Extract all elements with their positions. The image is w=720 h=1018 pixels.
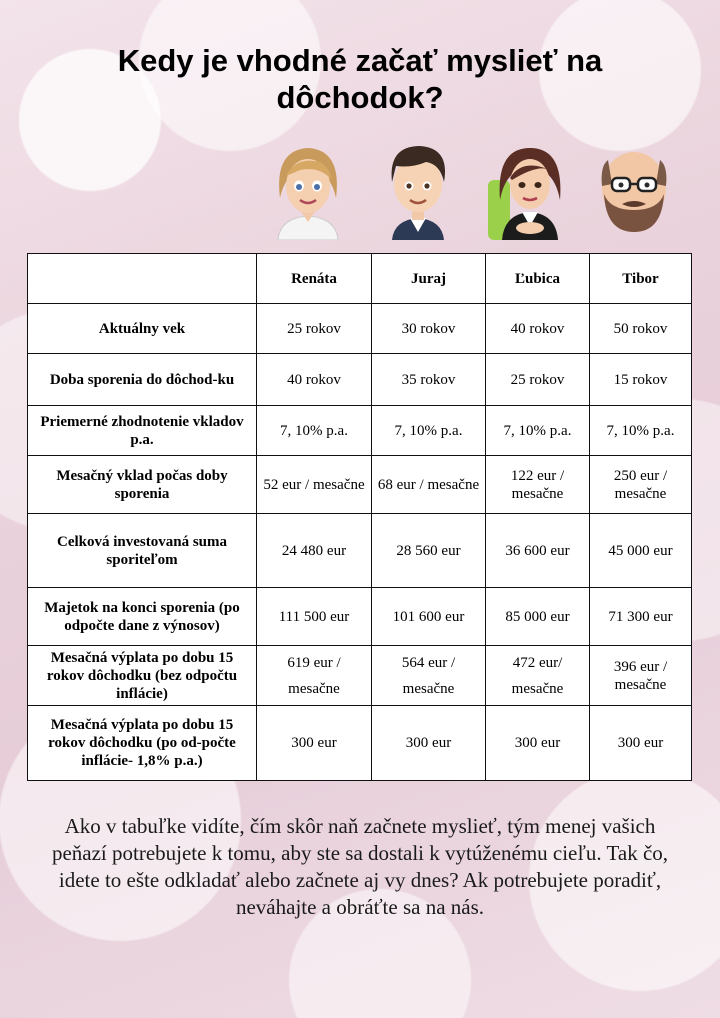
table-cell: 45 000 eur [590, 514, 692, 588]
businesswoman-avatar-icon [482, 140, 578, 240]
table-cell: 396 eur / mesačne [590, 646, 692, 706]
table-cell: 250 eur / mesačne [590, 456, 692, 514]
table-corner-cell [28, 254, 257, 304]
table-cell: 24 480 eur [257, 514, 372, 588]
table-cell: 52 eur / mesačne [257, 456, 372, 514]
table-cell: 85 000 eur [486, 588, 590, 646]
table-cell: 36 600 eur [486, 514, 590, 588]
page-title: Kedy je vhodné začať myslieť na dôchodok? [117, 43, 603, 115]
table-row [28, 706, 692, 781]
table-cell: 7, 10% p.a. [372, 406, 486, 456]
table-cell: 25 rokov [257, 304, 372, 354]
table-cell: 40 rokov [257, 354, 372, 406]
table-row [28, 646, 692, 706]
table-cell: 111 500 eur [257, 588, 372, 646]
table-cell: 300 eur [372, 706, 486, 781]
pension-comparison-table [27, 253, 692, 781]
table-cell: 25 rokov [486, 354, 590, 406]
row-header: Celková investovaná suma sporiteľom [28, 514, 257, 588]
bald-bearded-man-avatar-icon [586, 140, 682, 240]
avatar-row [0, 140, 720, 240]
table-cell: 35 rokov [372, 354, 486, 406]
table-header-row [28, 254, 692, 304]
column-header: Renáta [257, 254, 372, 304]
row-header: Majetok na konci sporenia (po odpočte dane z výnosov) [28, 588, 257, 646]
young-man-avatar-icon [370, 140, 466, 240]
table-cell: 30 rokov [372, 304, 486, 354]
column-header: Ľubica [486, 254, 590, 304]
row-header: Mesačná výplata po dobu 15 rokov dôchodku (bez odpočtu inflácie) [28, 646, 257, 706]
table-cell: 7, 10% p.a. [257, 406, 372, 456]
row-header: Mesačný vklad počas doby sporenia [28, 456, 257, 514]
table-row [28, 304, 692, 354]
table-cell: 564 eur / mesačne [372, 646, 486, 706]
table-cell: 122 eur / mesačne [486, 456, 590, 514]
table-cell: 71 300 eur [590, 588, 692, 646]
table-cell: 619 eur / mesačne [257, 646, 372, 706]
table-cell: 472 eur/ mesačne [486, 646, 590, 706]
table-cell: 40 rokov [486, 304, 590, 354]
row-header: Aktuálny vek [28, 304, 257, 354]
column-header: Tibor [590, 254, 692, 304]
table-cell: 7, 10% p.a. [486, 406, 590, 456]
table-cell: 300 eur [257, 706, 372, 781]
table-cell: 68 eur / mesačne [372, 456, 486, 514]
table-cell: 15 rokov [590, 354, 692, 406]
table-cell: 101 600 eur [372, 588, 486, 646]
table-row [28, 406, 692, 456]
table-row [28, 456, 692, 514]
woman-blonde-avatar-icon [260, 140, 356, 240]
column-header: Juraj [372, 254, 486, 304]
table-cell: 28 560 eur [372, 514, 486, 588]
closing-paragraph: Ako v tabuľke vidíte, čím skôr naň začnete myslieť, tým menej vašich peňazí potrebujete k tomu, aby ste sa dostali k vytúženému cieľu. Tak čo, idete to ešte odkladať alebo začnete aj vy dnes? Ak potrebujete poradiť, neváhajte a obráťte sa na nás. [51, 814, 669, 919]
row-header: Mesačná výplata po dobu 15 rokov dôchodku (po od-počte inflácie- 1,8% p.a.) [28, 706, 257, 781]
table-cell: 300 eur [590, 706, 692, 781]
table-cell: 50 rokov [590, 304, 692, 354]
table-row [28, 514, 692, 588]
table-row [28, 588, 692, 646]
row-header: Doba sporenia do dôchod-ku [28, 354, 257, 406]
row-header: Priemerné zhodnotenie vkladov p.a. [28, 406, 257, 456]
table-row [28, 354, 692, 406]
table-cell: 7, 10% p.a. [590, 406, 692, 456]
table-cell: 300 eur [486, 706, 590, 781]
